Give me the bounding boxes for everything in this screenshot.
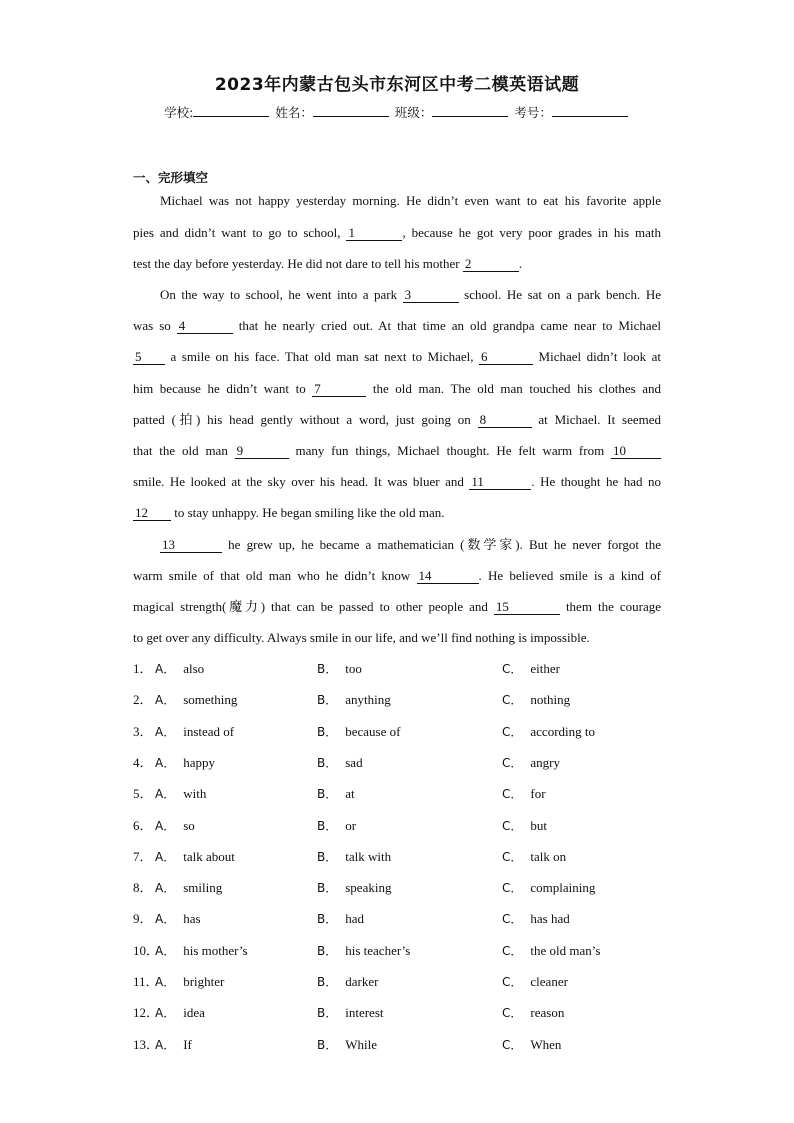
option-c[interactable] [502,943,600,959]
option-letter: A． [155,662,176,676]
option-letter: A． [155,943,176,958]
option-letter: A． [155,755,176,770]
option-c[interactable] [502,692,570,708]
option-letter: A． [155,975,176,989]
blank-12[interactable]: 12 [133,506,171,521]
option-letter: A． [155,787,176,802]
option-text: but [530,817,548,833]
option-a[interactable] [155,1037,192,1053]
passage-line: patted (拍) his head gently without a word, just going on 8 at Michael. It seemed [133,412,662,427]
option-text: happy [183,754,215,770]
option-row [133,1037,733,1053]
option-letter: C． [502,693,523,708]
option-b[interactable] [317,786,355,802]
option-a[interactable] [155,943,248,959]
option-a[interactable] [155,661,204,677]
option-b[interactable] [317,692,391,708]
option-text: speaking [345,880,392,896]
option-row [133,974,733,990]
option-row [133,724,733,740]
option-text: has had [530,911,570,927]
option-text: brighter [183,974,225,989]
section-title: 一、完形填空 [133,170,209,185]
question-number: 8． [133,880,153,896]
option-row [133,849,733,865]
option-letter: A． [155,849,176,864]
option-text: something [183,692,238,708]
option-b[interactable] [317,911,364,927]
passage-line: that the old man 9 many fun things, Michael thought. He felt warm from 10 [133,443,661,459]
option-text: cleaner [530,974,568,989]
option-text: had [345,911,365,927]
option-c[interactable] [502,1005,564,1021]
option-a[interactable] [155,849,235,865]
option-letter: C． [502,849,523,864]
option-a[interactable] [155,911,201,927]
option-text: darker [345,974,379,989]
option-letter: C． [502,662,523,676]
question-number: 5． [133,786,153,802]
option-c[interactable] [502,786,546,802]
question-number: 12． [133,1005,160,1021]
class-label: 班级： [394,105,433,120]
option-letter: C． [502,943,523,958]
option-letter: A． [155,724,176,739]
option-text: talk with [345,848,392,864]
option-row [133,911,733,927]
option-letter: B． [317,943,338,958]
option-row [133,818,733,834]
option-c[interactable] [502,849,566,865]
option-letter: A． [155,693,176,708]
option-text: reason [530,1005,565,1021]
passage-line: was so 4 that he nearly cried out. At that time an old grandpa came near to Michael [133,318,661,333]
option-letter: A． [155,818,176,833]
option-text: the old man’s [530,942,601,958]
option-text: for [530,786,546,802]
blank-3[interactable]: 3 [403,288,459,303]
option-a[interactable] [155,692,237,708]
class-blank[interactable] [432,104,508,117]
option-text: with [183,786,207,802]
option-row [133,1005,733,1021]
option-letter: C． [502,1037,523,1052]
blank-10[interactable]: 10 [611,444,661,459]
option-b[interactable] [317,661,362,677]
option-text: has [183,911,201,927]
passage-line: him because he didn’t want to 7 the old man. The old man touched his clothes and [133,381,661,396]
name-blank[interactable] [313,104,389,117]
option-letter: B． [317,849,338,864]
option-text: talk on [530,848,567,864]
option-text: or [345,817,357,833]
option-letter: C． [502,881,523,896]
option-text: If [183,1036,192,1052]
option-c[interactable] [502,974,568,990]
option-b[interactable] [317,943,410,959]
option-text: either [530,661,560,676]
option-text: While [345,1036,377,1052]
option-text: nothing [530,692,571,708]
question-number: 1． [133,661,153,676]
option-letter: C． [502,755,523,770]
option-letter: B． [317,787,338,802]
passage-line: to get over any difficulty. Always smile in our life, and we’ll find nothing is impossible. [133,630,590,645]
question-number: 6． [133,817,153,833]
option-b[interactable] [317,1005,384,1021]
option-row [133,786,733,802]
option-letter: B． [317,881,338,896]
name-label: 姓名： [275,105,313,120]
option-a[interactable] [155,974,224,990]
option-text: angry [530,754,560,770]
school-blank[interactable] [193,104,269,117]
option-row [133,880,733,896]
passage-line: pies and didn’t want to go to school, 1 , because he got very poor grades in his math [133,225,661,240]
option-c[interactable] [502,911,570,927]
option-c[interactable] [502,1037,561,1053]
passage-line: smile. He looked at the sky over his head. It was bluer and 11 . He thought he had no [133,474,662,489]
exam-number-label: 考号： [514,105,552,120]
option-b[interactable] [317,880,391,896]
option-letter: B． [317,975,338,989]
option-c[interactable] [502,724,595,740]
option-letter: B． [317,1037,338,1052]
option-row [133,661,733,677]
option-text: his teacher’s [345,942,411,958]
question-number: 4． [133,754,153,770]
option-letter: A． [155,912,176,927]
question-number: 2． [133,692,153,708]
student-info-line [0,103,794,121]
option-b[interactable] [317,818,356,834]
option-b[interactable] [317,724,400,740]
passage-line: Michael was not happy yesterday morning. He didn’t even want to eat his favorite apple [160,193,661,208]
blank-6[interactable]: 6 [479,350,533,365]
blank-8[interactable]: 8 [478,413,532,428]
option-text: his mother’s [183,942,248,958]
option-text: instead of [183,723,235,739]
option-text: according to [530,723,596,739]
exam-number-blank[interactable] [552,104,628,117]
option-row [133,943,733,959]
option-letter: C． [502,975,523,989]
passage-line: 13 he grew up, he became a mathematician (数学家). But he never forgot the [162,537,661,552]
option-b[interactable] [317,1037,377,1053]
passage-line: 12 to stay unhappy. He began smiling like the old man. [135,505,445,520]
question-number: 7． [133,848,153,864]
option-c[interactable] [502,755,560,771]
question-number: 13． [133,1036,160,1052]
blank-7[interactable]: 7 [312,382,366,397]
passage-line: On the way to school, he went into a park 3 school. He sat on a park bench. He [160,287,661,302]
blank-15[interactable]: 15 [494,600,560,615]
blank-9[interactable]: 9 [235,444,289,459]
option-text: smiling [183,880,223,896]
option-letter: B． [317,693,338,708]
option-text: at [345,786,355,802]
option-letter: C． [502,724,523,739]
option-text: too [345,661,362,676]
question-number: 11． [133,974,159,989]
blank-5[interactable]: 5 [133,350,165,365]
question-number: 9． [133,911,153,927]
option-letter: C． [502,787,523,802]
option-text: because of [345,723,401,739]
option-a[interactable] [155,818,195,834]
option-letter: A． [155,1037,176,1052]
option-letter: A． [155,881,176,896]
blank-13[interactable]: 13 [160,538,222,553]
option-c[interactable] [502,880,595,896]
option-letter: B． [317,755,338,770]
option-c[interactable] [502,661,560,677]
blank-2[interactable]: 2 [463,257,519,272]
option-text: When [530,1036,562,1052]
option-letter: A． [155,1006,176,1021]
option-letter: B． [317,1006,338,1021]
option-letter: B． [317,818,338,833]
option-a[interactable] [155,724,234,740]
page-title: 2023年内蒙古包头市东河区中考二模英语试题 [214,75,580,95]
option-text: interest [345,1005,384,1021]
option-text: sad [345,754,363,770]
passage-line: magical strength(魔力) that can be passed to other people and 15 them the courage [133,599,661,614]
option-text: complaining [530,880,596,896]
option-c[interactable] [502,818,547,834]
passage-line: test the day before yesterday. He did not dare to tell his mother 2 . [133,256,523,271]
school-label: 学校: [164,105,194,120]
option-b[interactable] [317,849,391,865]
option-row [133,755,733,771]
option-letter: B． [317,662,338,676]
blank-1[interactable]: 1 [346,226,402,241]
option-a[interactable] [155,755,215,771]
option-b[interactable] [317,974,378,990]
option-text: idea [183,1005,205,1021]
passage-line: 5 a smile on his face. That old man sat next to Michael, 6 Michael didn’t look at [135,349,662,364]
option-text: anything [345,692,391,708]
option-letter: B． [317,912,338,927]
option-a[interactable] [155,880,222,896]
option-a[interactable] [155,1005,205,1021]
question-number: 3． [133,723,153,739]
option-a[interactable] [155,786,206,802]
option-letter: C． [502,818,523,833]
option-b[interactable] [317,755,363,771]
option-letter: C． [502,1006,523,1021]
option-text: so [183,817,195,833]
option-letter: C． [502,912,523,927]
blank-14[interactable]: 14 [417,569,479,584]
blank-11[interactable]: 11 [469,475,531,490]
option-text: also [183,661,205,676]
question-number: 10． [133,942,160,958]
blank-4[interactable]: 4 [177,319,233,334]
option-text: talk about [183,848,235,864]
option-letter: B． [317,724,338,739]
passage-line: warm smile of that old man who he didn’t know 14 . He believed smile is a kind of [133,568,661,583]
option-row [133,692,733,708]
